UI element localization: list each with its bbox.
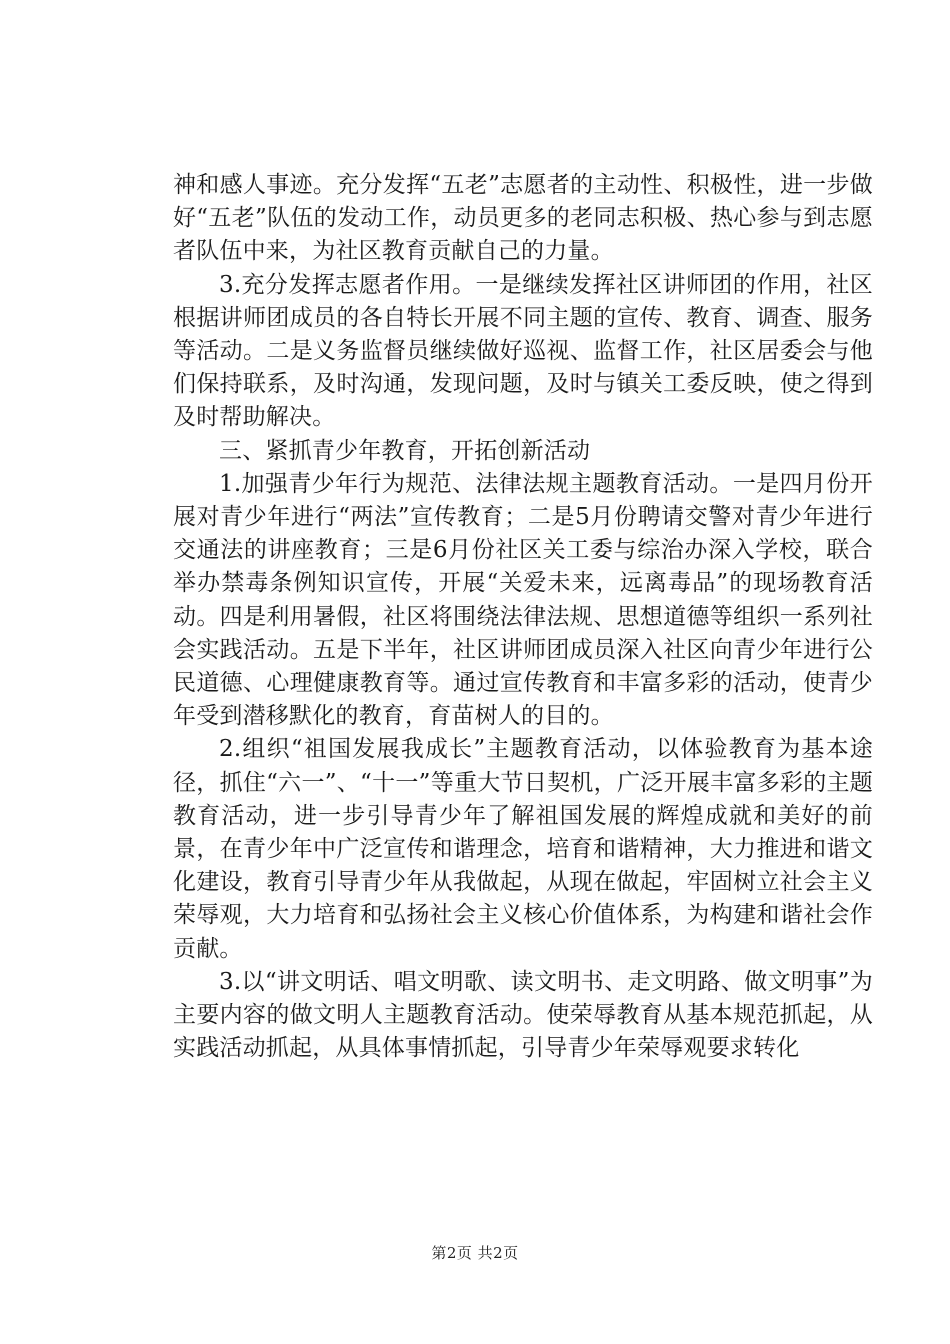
page-number-footer: 第2页 共2页 xyxy=(431,1244,519,1262)
paragraph-volunteer-intro: 神和感人事迹。充分发挥“五老”志愿者的主动性、积极性，进一步做好“五老”队伍的发动工作，动员更多的老同志积极、热心参与到志愿者队伍中来，为社区教育贡献自己的力量。 xyxy=(173,172,873,265)
paragraph-civility-theme: 3.以“讲文明话、唱文明歌、读文明书、走文明路、做文明事”为主要内容的做文明人主题教育活动。使荣辱教育从基本规范抓起，从实践活动抓起，从具体事情抓起，引导青少年荣辱观要求转化 xyxy=(173,968,873,1062)
document-body xyxy=(173,169,873,1065)
section-heading-youth-education: 三、紧抓青少年教育，开拓创新活动 xyxy=(219,437,591,464)
paragraph-volunteer-role: 3.充分发挥志愿者作用。一是继续发挥社区讲师团的作用，社区根据讲师团成员的各自特长开展不同主题的宣传、教育、调查、服务等活动。二是义务监督员继续做好巡视、监督工作，社区居委会与他们保持联系，及时沟通，发现问题，及时与镇关工委反映，使之得到及时帮助解决。 xyxy=(173,271,873,431)
paragraph-law-education: 1.加强青少年行为规范、法律法规主题教育活动。一是四月份开展对青少年进行“两法”宣传教育；二是5月份聘请交警对青少年进行交通法的讲座教育；三是6月份社区关工委与综治办深入学校，联合举办禁毒条例知识宣传，开展“关爱未来，远离毒品”的现场教育活动。四是利用暑假，社区将围绕法律法规、思想道德等组织一系列社会实践活动。五是下半年，社区讲师团成员深入社区向青少年进行公民道德、心理健康教育等。通过宣传教育和丰富多彩的活动，使青少年受到潜移默化的教育，育苗树人的目的。 xyxy=(173,470,873,730)
paragraph-motherland-theme: 2.组织“祖国发展我成长”主题教育活动，以体验教育为基本途径，抓住“六一”、“十一”等重大节日契机，广泛开展丰富多彩的主题教育活动，进一步引导青少年了解祖国发展的辉煌成就和美好的前景，在青少年中广泛宣传和谐理念，培育和谐精神，大力推进和谐文化建设，教育引导青少年从我做起，从现在做起，牢固树立社会主义荣辱观，大力培育和弘扬社会主义核心价值体系，为构建和谐社会作贡献。 xyxy=(173,736,873,962)
